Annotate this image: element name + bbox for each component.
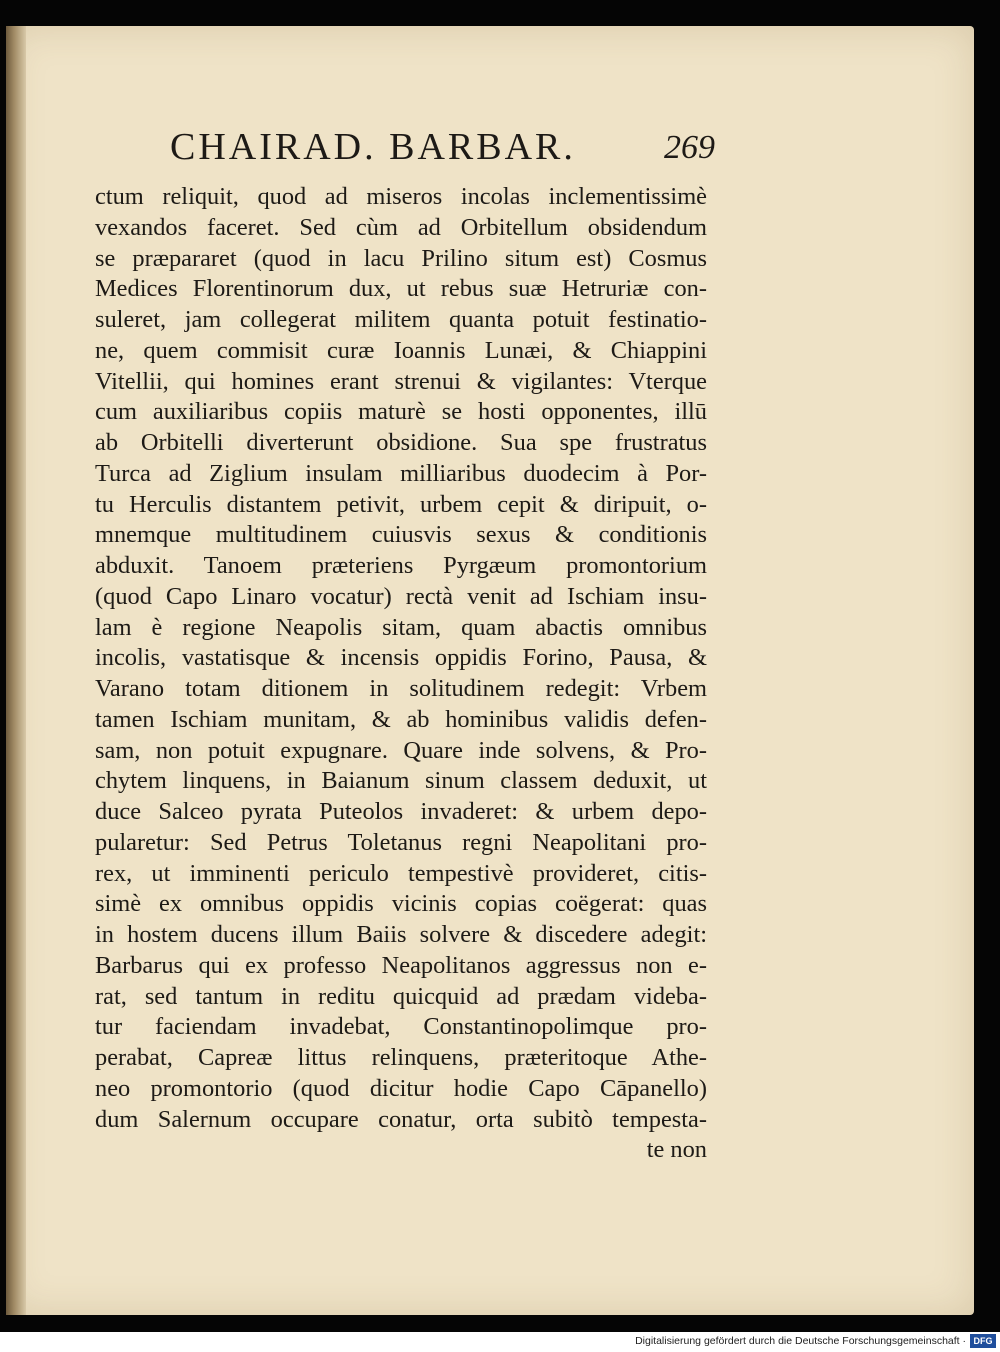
footer-bar [0, 1332, 1000, 1352]
text-line: tu Herculis distantem petivit, urbem cepit & diripuit, o- [95, 490, 707, 518]
text-line: chytem linquens, in Baianum sinum classem deduxit, ut [95, 767, 707, 795]
dfg-logo: DFG [970, 1334, 996, 1348]
text-line: dum Salernum occupare conatur, orta subitò tempesta- [95, 1105, 707, 1133]
text-line: ctum reliquit, quod ad miseros incolas inclementissimè [95, 183, 707, 210]
text-line: rex, ut imminenti periculo tempestivè provideret, citis- [95, 859, 707, 887]
text-line: ab Orbitelli diverterunt obsidione. Sua spe frustratus [95, 429, 707, 456]
page-header [170, 125, 715, 185]
text-line: perabat, Capreæ littus relinquens, præteritoque Athe- [95, 1044, 707, 1071]
text-line: abduxit. Tanoem præteriens Pyrgæum promontorium [95, 552, 707, 579]
catchword: te non [646, 1136, 707, 1164]
text-line: rat, sed tantum in reditu quicquid ad prædam videba- [95, 982, 707, 1010]
text-line: cum auxiliaribus copiis maturè se hosti opponentes, illū [95, 398, 707, 426]
text-line: Vitellii, qui homines erant strenui & vigilantes: Vterque [95, 367, 707, 395]
text-line: se præpararet (quod in lacu Prilino situm est) Cosmus [95, 244, 707, 272]
text-line: Varano totam ditionem in solitudinem redegit: Vrbem [95, 675, 707, 702]
text-line: Turca ad Ziglium insulam milliaribus duodecim à Por- [95, 459, 707, 487]
text-line: Medices Florentinorum dux, ut rebus suæ Hetruriæ con- [95, 275, 707, 303]
text-line: tamen Ischiam munitam, & ab hominibus validis defen- [95, 705, 707, 733]
text-line: ne, quem commisit curæ Ioannis Lunæi, & Chiappini [95, 336, 707, 364]
page-number: 269 [664, 129, 715, 166]
text-line: in hostem ducens illum Baiis solvere & discedere adegit: [95, 921, 707, 948]
text-line: tur faciendam invadebat, Constantinopolimque pro- [95, 1013, 707, 1041]
text-line: pularetur: Sed Petrus Toletanus regni Neapolitani pro- [95, 828, 707, 856]
text-line: simè ex omnibus oppidis vicinis copias coëgerat: quas [95, 890, 707, 918]
running-head: CHAIRAD. BARBAR. [170, 126, 576, 168]
text-line: neo promontorio (quod dicitur hodie Capo Cāpanello) [95, 1074, 707, 1102]
funding-notice: Digitalisierung gefördert durch die Deutsche Forschungsgemeinschaft · [635, 1335, 966, 1347]
text-line: vexandos faceret. Sed cùm ad Orbitellum obsidendum [95, 213, 707, 241]
body-text [95, 182, 707, 1166]
text-line: sam, non potuit expugnare. Quare inde solvens, & Pro- [95, 736, 707, 764]
text-line: incolis, vastatisque & incensis oppidis Forino, Pausa, & [95, 644, 707, 672]
text-line: mnemque multitudinem cuiusvis sexus & conditionis [95, 521, 707, 549]
text-line: lam è regione Neapolis sitam, quam abactis omnibus [95, 613, 707, 641]
text-line: duce Salceo pyrata Puteolos invaderet: & urbem depo- [95, 798, 707, 825]
text-line: (quod Capo Linaro vocatur) rectà venit ad Ischiam insu- [95, 582, 707, 610]
page-binding-edge [6, 26, 26, 1315]
text-line: suleret, jam collegerat militem quanta potuit festinatio- [95, 306, 707, 333]
text-line: Barbarus qui ex professo Neapolitanos aggressus non e- [95, 951, 707, 979]
